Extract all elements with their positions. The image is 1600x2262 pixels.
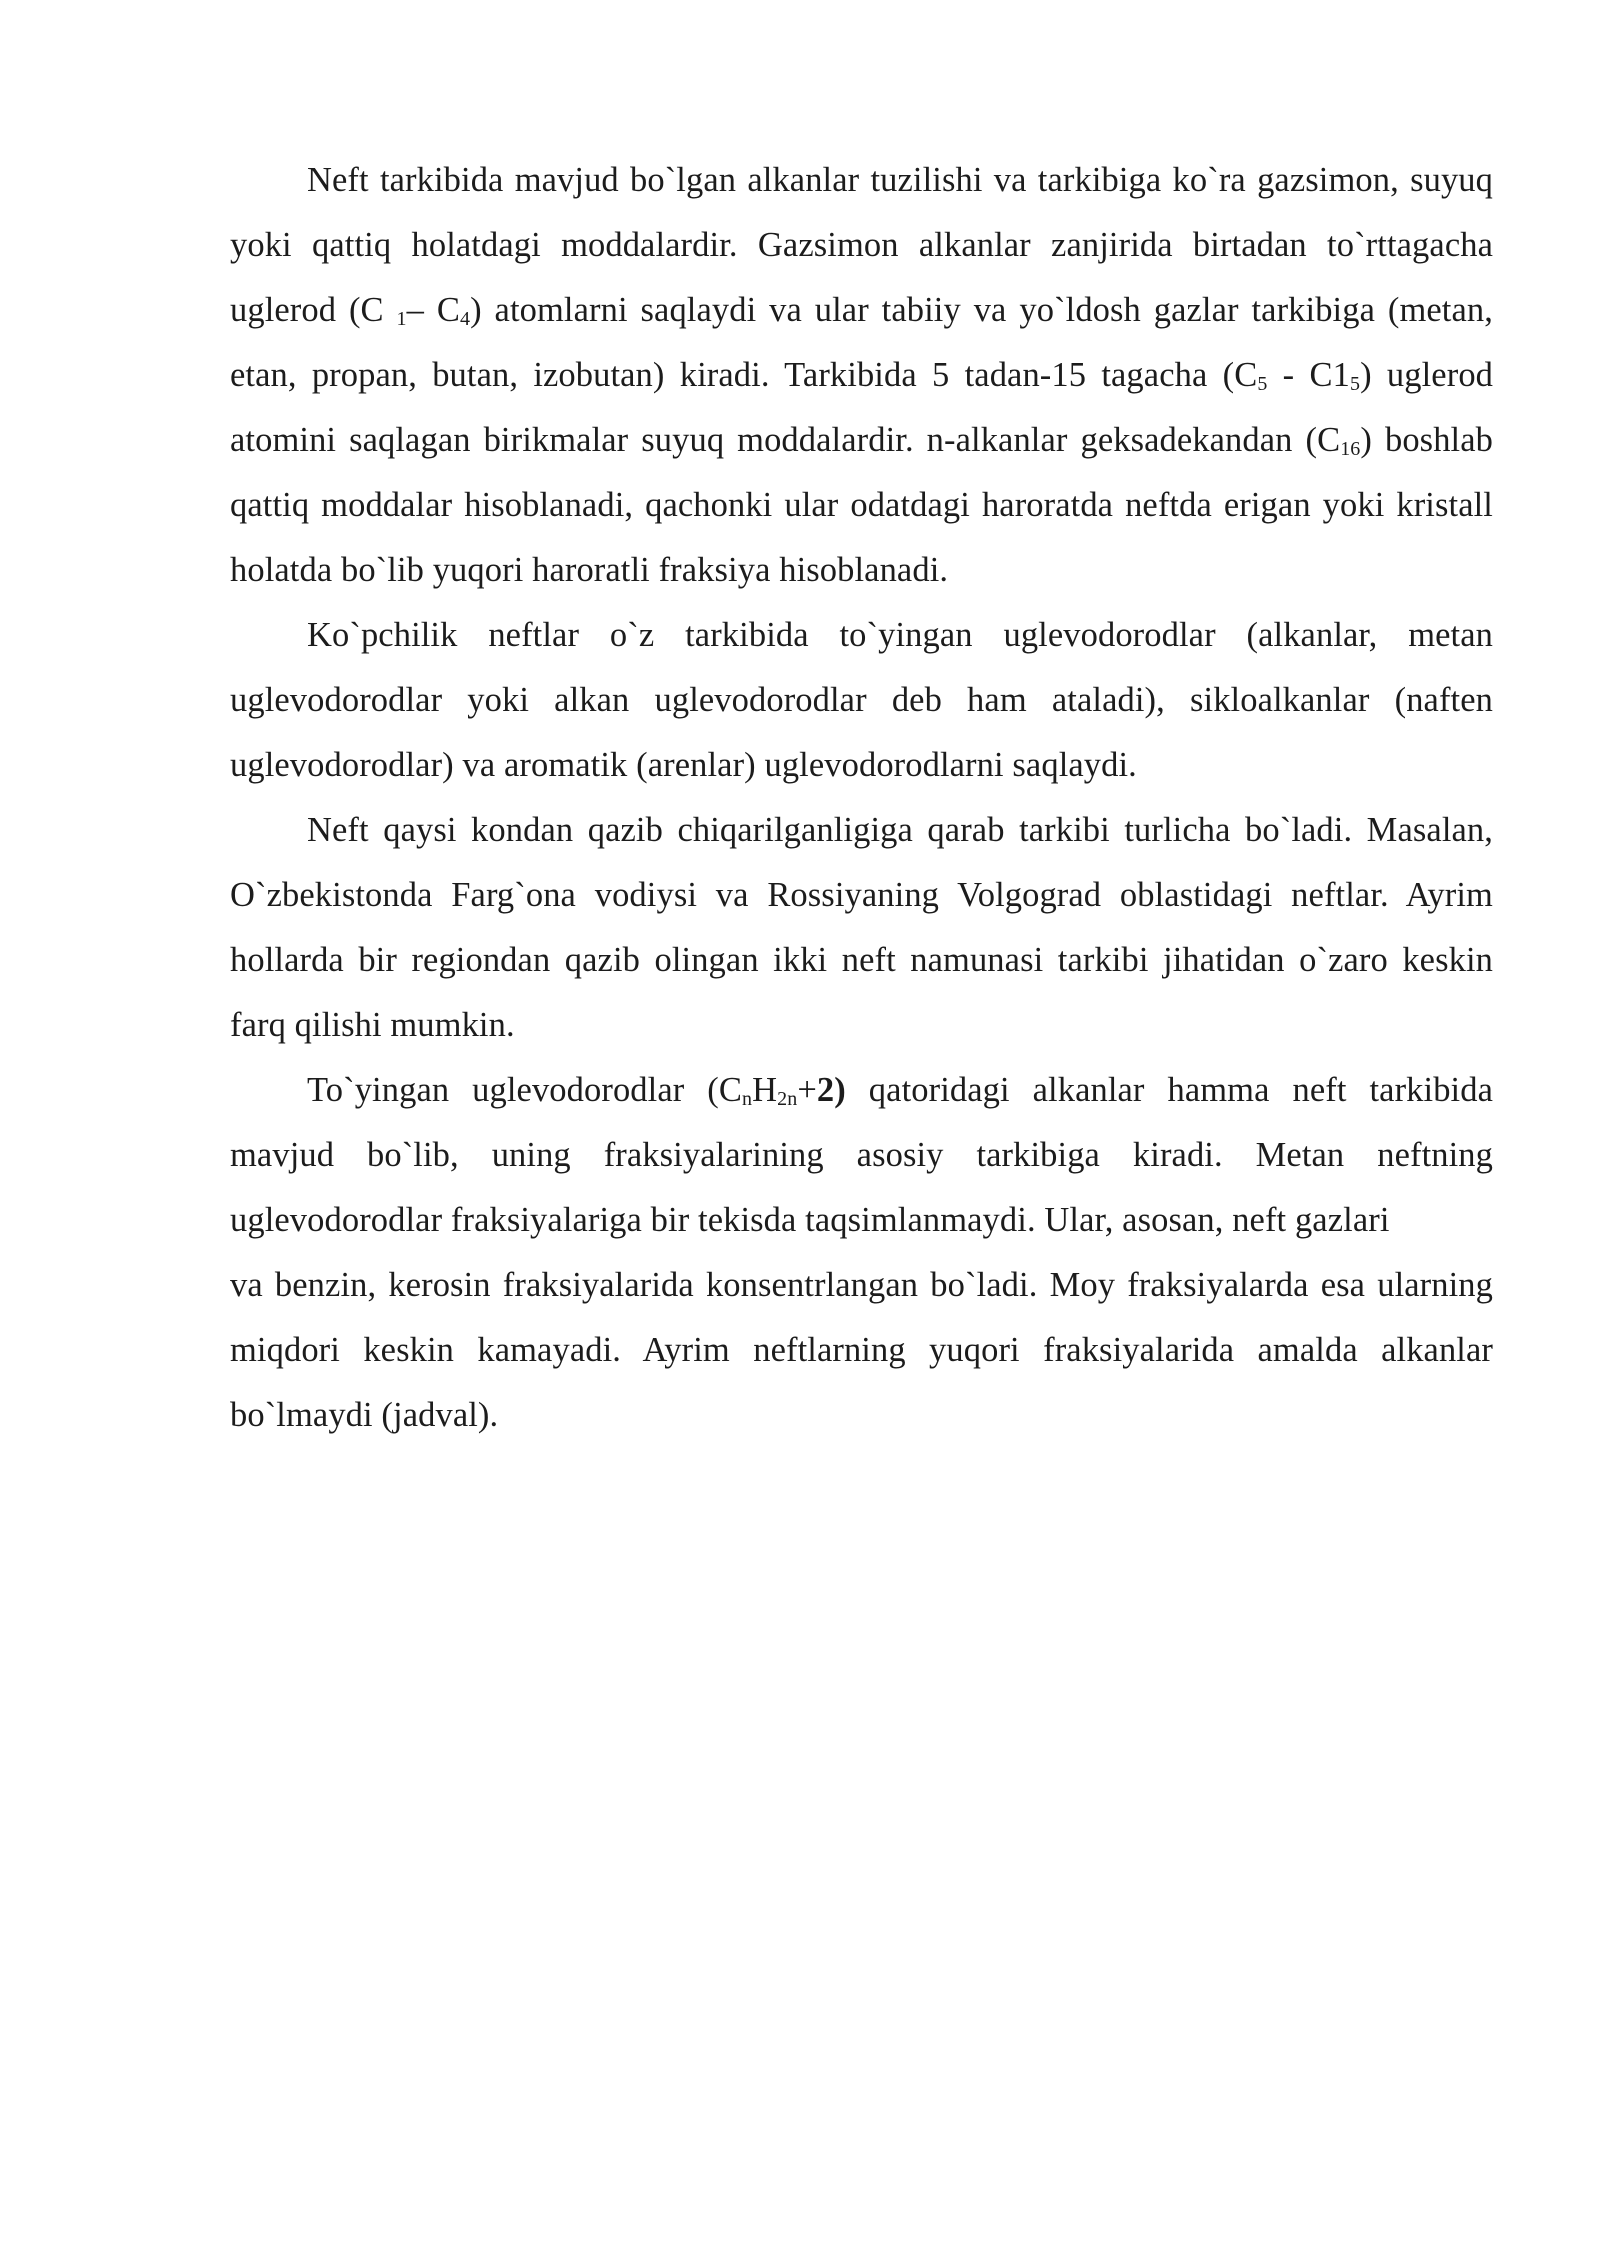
- text-segment: +: [797, 1071, 817, 1109]
- text-segment: H: [752, 1071, 778, 1109]
- paragraph-alkanes-states: [230, 148, 1493, 603]
- text-segment: Ko`pchilik neftlar o`z tarkibida to`yingan uglevodorodlar (alkanlar, metan uglevodorodlar yoki alkan uglevodorodlar deb ham ataladi), sikloalkanlar (naften uglevodorodlar) va aromatik (arenlar) uglevodorodlarni saqlaydi.: [230, 616, 1493, 784]
- text-segment: ) boshlab qattiq moddalar hisoblanadi, qachonki ular odatdagi haroratda neftda erigan yoki kristall holatda bo`lib yuqori haroratli fraksiya hisoblanadi.: [230, 421, 1493, 589]
- text-segment: Neft qaysi kondan qazib chiqarilganligiga qarab tarkibi turlicha bo`ladi. Masalan, O`zbekistonda Farg`ona vodiysi va Rossiyaning Volgograd oblastidagi neftlar. Ayrim hollarda bir regiondan qazib olingan ikki neft namunasi tarkibi jihatidan o`zaro keskin farq qilishi mumkin.: [230, 811, 1493, 1044]
- text-segment: Neft tarkibida mavjud bo`lgan alkanlar tuzilishi va tarkibiga ko`ra gazsimon, suyuq yoki qattiq holatdagi moddalardir. Gazsimon alkanlar zanjirida birtadan to`rttagacha uglerod (C: [230, 161, 1493, 329]
- paragraph-fractions: [230, 1253, 1493, 1448]
- subscript: 4: [459, 308, 471, 330]
- text-segment: – C: [406, 291, 460, 329]
- bold-text: 2): [816, 1071, 846, 1109]
- text-segment: - C1: [1267, 356, 1350, 394]
- text-segment: qatoridagi alkanlar hamma neft tarkibida mavjud bo`lib, uning fraksiyalarining asosiy tarkibiga kiradi. Metan neftning uglevodorodlar fraksiyalariga bir tekisda taqsimlanmaydi. Ular, asosan, neft gazlari: [230, 1071, 1493, 1239]
- paragraph-saturated-hydrocarbons: [230, 1058, 1493, 1253]
- subscript: 2n: [777, 1088, 798, 1110]
- subscript: n: [742, 1088, 753, 1110]
- text-segment: ) atomlarni saqlaydi va ular tabiiy va yo`ldosh gazlar tarkibiga (metan, etan, propan, butan, izobutan) kiradi. Tarkibida 5 tadan-15 tagacha (C: [230, 291, 1493, 394]
- text-segment: ) uglerod atomini saqlagan birikmalar suyuq moddalardir. n-alkanlar geksadekandan (C: [230, 356, 1494, 459]
- text-segment: va benzin, kerosin fraksiyalarida konsentrlangan bo`ladi. Moy fraksiyalarda esa ularning miqdori keskin kamayadi. Ayrim neftlarning yuqori fraksiyalarida amalda alkanlar bo`lmaydi (jadval).: [230, 1266, 1493, 1434]
- subscript: 16: [1340, 438, 1361, 460]
- subscript: 1: [396, 308, 407, 330]
- subscript: 5: [1349, 373, 1361, 395]
- document-page: [230, 148, 1493, 1448]
- text-segment: To`yingan uglevodorodlar (C: [307, 1071, 742, 1109]
- subscript: 5: [1257, 373, 1268, 395]
- paragraph-oil-origin: [230, 798, 1493, 1058]
- paragraph-hydrocarbon-types: [230, 603, 1493, 798]
